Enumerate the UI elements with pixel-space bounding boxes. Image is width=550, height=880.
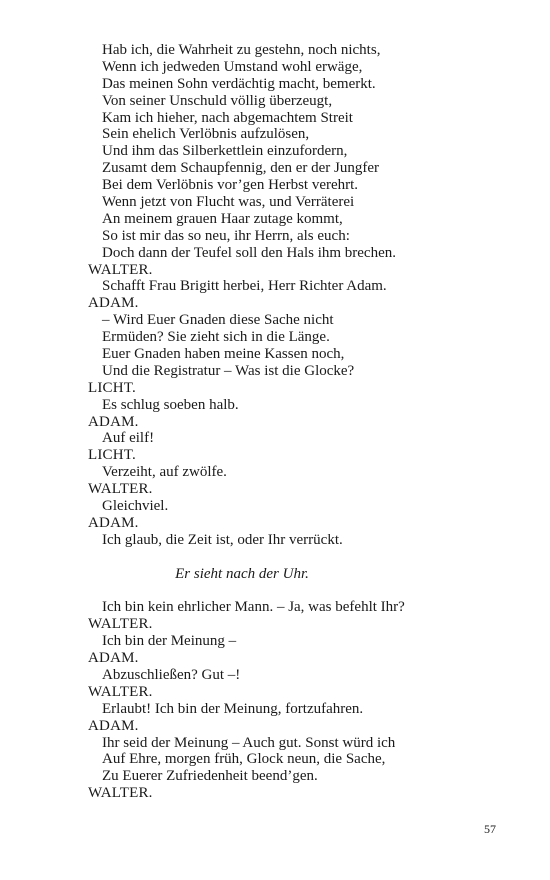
verse-line: Doch dann der Teufel soll den Hals ihm brechen.: [102, 244, 397, 261]
verse-line: Das meinen Sohn verdächtig macht, bemerkt.: [102, 75, 376, 92]
speaker-name: ADAM.: [88, 514, 139, 531]
verse-line: Abzuschließen? Gut –!: [102, 666, 241, 683]
blank-line: [88, 583, 508, 600]
verse-line: Schafft Frau Brigitt herbei, Herr Richter Adam.: [102, 278, 387, 295]
verse-line: Sein ehelich Verlöbnis aufzulösen,: [102, 126, 310, 143]
verse-line: Hab ich, die Wahrheit zu gestehn, noch nichts,: [102, 42, 381, 58]
verse-line: Wenn ich jedweden Umstand wohl erwäge,: [102, 58, 363, 75]
verse-line: – Wird Euer Gnaden diese Sache nicht: [102, 312, 334, 329]
play-text: [88, 42, 508, 802]
verse-line: Ich bin der Meinung –: [102, 633, 237, 650]
speaker-name: WALTER.: [88, 785, 153, 802]
stage-direction: Er sieht nach der Uhr.: [175, 565, 309, 582]
verse-line: An meinem grauen Haar zutage kommt,: [102, 210, 343, 227]
speaker-name: ADAM.: [88, 295, 139, 312]
speaker-name: LICHT.: [88, 379, 136, 396]
verse-line: Ich glaub, die Zeit ist, oder Ihr verrückt.: [102, 531, 343, 548]
verse-line: Ich bin kein ehrlicher Mann. – Ja, was befehlt Ihr?: [102, 599, 405, 616]
verse-line: Ermüden? Sie zieht sich in die Länge.: [102, 329, 330, 346]
speaker-name: WALTER.: [88, 261, 153, 278]
verse-line: Gleichviel.: [102, 498, 169, 515]
verse-line: Kam ich hieher, nach abgemachtem Streit: [102, 109, 353, 126]
speaker-name: WALTER.: [88, 683, 153, 700]
verse-line: Von seiner Unschuld völlig überzeugt,: [102, 92, 333, 109]
speaker-name: ADAM.: [88, 717, 139, 734]
verse-line: Es schlug soeben halb.: [102, 396, 239, 413]
verse-line: Euer Gnaden haben meine Kassen noch,: [102, 346, 345, 363]
speaker-name: LICHT.: [88, 447, 136, 464]
verse-line: Auf Ehre, morgen früh, Glock neun, die Sache,: [102, 751, 386, 768]
blank-line: [88, 549, 508, 566]
speaker-name: ADAM.: [88, 413, 139, 430]
speaker-name: WALTER.: [88, 616, 153, 633]
verse-line: Verzeiht, auf zwölfe.: [102, 464, 227, 481]
page-number: 57: [484, 822, 496, 836]
verse-line: Und ihm das Silberkettlein einzufordern,: [102, 143, 348, 160]
speaker-name: WALTER.: [88, 481, 153, 498]
verse-line: Auf eilf!: [102, 430, 155, 447]
verse-line: Zu Euerer Zufriedenheit beend’gen.: [102, 768, 318, 785]
verse-line: So ist mir das so neu, ihr Herrn, als euch:: [102, 227, 350, 244]
verse-line: Zusamt dem Schaupfennig, den er der Jungfer: [102, 160, 379, 177]
speaker-name: ADAM.: [88, 650, 139, 667]
verse-line: Wenn jetzt von Flucht was, und Verräterei: [102, 194, 355, 211]
verse-line: Ihr seid der Meinung – Auch gut. Sonst würd ich: [102, 734, 396, 751]
verse-line: Erlaubt! Ich bin der Meinung, fortzufahren.: [102, 700, 364, 717]
verse-line: Bei dem Verlöbnis vor’gen Herbst verehrt.: [102, 177, 359, 194]
verse-line: Und die Registratur – Was ist die Glocke?: [102, 362, 355, 379]
